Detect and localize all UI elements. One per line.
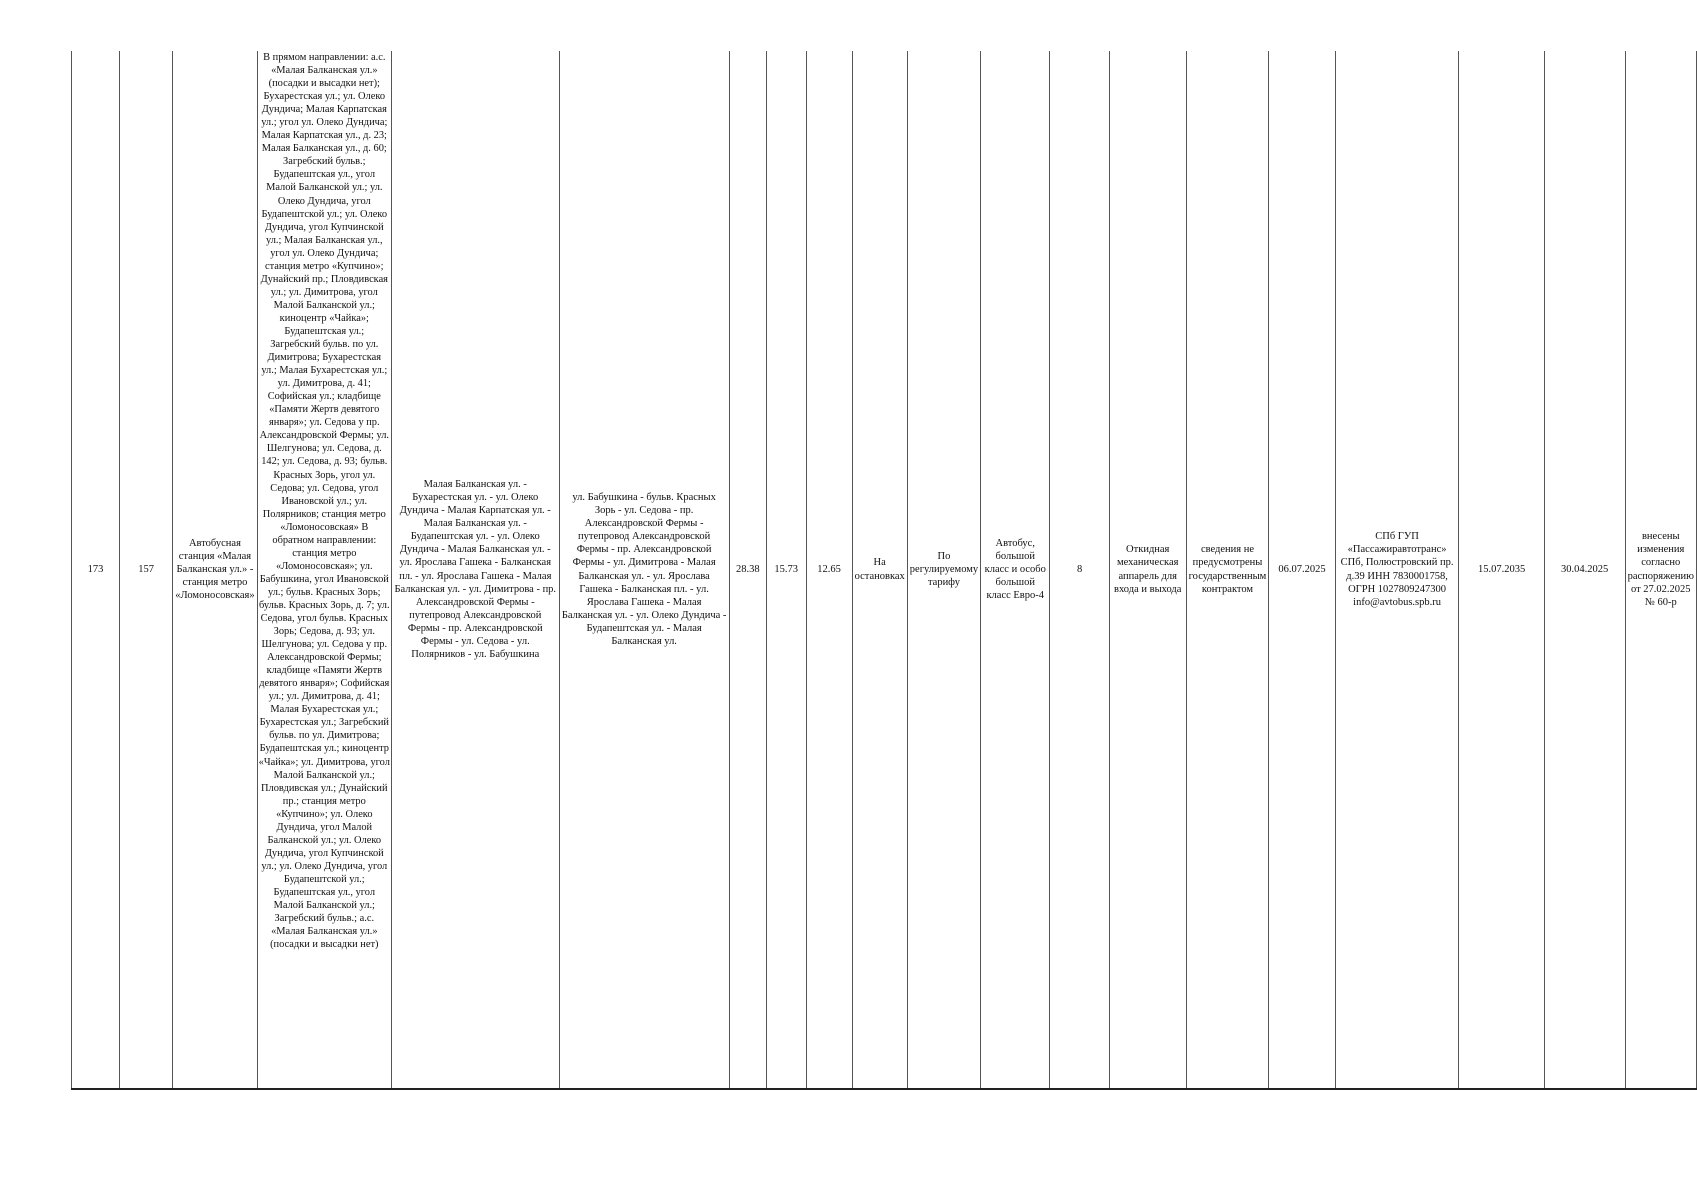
length-backward: 15.73 [774, 563, 798, 575]
carrier-cell [1335, 51, 1459, 1089]
note-cell [1625, 51, 1696, 1089]
equipment-cell [1109, 51, 1186, 1089]
equipment: Откидная механическая аппарель для входа и выхода [1114, 544, 1182, 595]
stops-list: В прямом направлении: а.с. «Малая Балканская ул.» (посадки и высадки нет); Бухарестская ул.; ул. Олеко Дундича; Малая Карпатская ул.; угол ул. Олеко Дундича; Малая Карпатская ул., д. 23; Малая Балканская ул., д. 60; Загребский бульв.; Будапештская ул., угол Малой Балканской ул.; ул. Олеко Дундича, угол Будапештской ул.; ул. Олеко Дундича, угол Купчинской ул.; Малая Балканская ул., угол ул. Олеко Дундича; станция метро «Купчино»; Дунайский пр.; Пловдивская ул.; ул. Димитрова, угол Малой Балканской ул.; киноцентр «Чайка»; Будапештская ул.; Загребский бульв. по ул. Димитрова; Бухарестская ул.; Малая Бухарестская ул.; ул. Димитрова, д. 41; Софийская ул.; кладбище «Памяти Жертв девятого января»; ул. Седова у пр. Александровской Фермы; ул. Шелгунова; ул. Седова, д. 142; ул. Седова, д. 93; бульв. Красных Зорь, угол ул. Седова; ул. Седова, угол Ивановской ул.; ул. Полярников; станция метро «Ломоносовская» В обратном направлении: станция метро «Ломоносовская»; ул. Бабушкина, угол Ивановской ул.; бульв. Красных Зорь; бульв. Красных Зорь, д. 7; ул. Седова, угол бульв. Красных Зорь; Седова, д. 93; ул. Шелгунова; ул. Седова у пр. Александровской Фермы; кладбище «Памяти Жертв девятого января»; Софийская ул.; ул. Димитрова, д. 41; Малая Бухарестская ул.; Бухарестская ул.; Загребский бульв. по ул. Димитрова; Будапештская ул.; киноцентр «Чайка»; ул. Димитрова, угол Малой Балканской ул.; Пловдивская ул.; Дунайский пр.; станция метро «Купчино»; ул. Олеко Дундича, угол Малой Балканской ул.; ул. Олеко Дундича, угол Купчинской ул.; ул. Олеко Дундича, угол Будапештской ул.; Будапештская ул., угол Малой Балканской ул.; Загребский бульв.; а.с. «Малая Балканская ул.» (посадки и высадки нет) [258, 52, 390, 951]
start-date-cell [1269, 51, 1335, 1089]
vehicle: Автобус, большой класс и особо большой класс Евро-4 [984, 537, 1046, 602]
vehicle-cell [981, 51, 1050, 1089]
streets-backward-cell [559, 51, 729, 1089]
stop-order: На остановках [854, 557, 905, 582]
route-name: Автобусная станция «Малая Балканская ул.» - станция метро «Ломоносовская» [175, 537, 255, 602]
table-row [72, 51, 1697, 1089]
route-name-cell [173, 51, 257, 1089]
length-third-cell [806, 51, 852, 1089]
vehicle-count: 8 [1076, 563, 1083, 575]
note: внесены изменения согласно распоряжению от 27.02.2025 № 60-р [1627, 531, 1694, 608]
length-backward-cell [766, 51, 806, 1089]
registry-sheet [71, 51, 1697, 1090]
row-index: 173 [87, 563, 104, 575]
route-registry-table [71, 51, 1697, 1090]
streets-backward: ул. Бабушкина - бульв. Красных Зорь - ул. Седова - пр. Александровской Фермы - путепровод Александровской Фермы - пр. Александровской Фермы - ул. Димитрова - Малая Балканская ул. - ул. Ярослава Гашека - Балканская пл. - ул. Ярослава Гашека - Малая Балканская ул. - ул. Олеко Дундича - Будапештская ул. - Малая Балканская ул. [561, 491, 727, 647]
stop-order-cell [852, 51, 907, 1089]
change-date-cell [1544, 51, 1625, 1089]
start-date: 06.07.2025 [1278, 563, 1326, 575]
route-number-cell [119, 51, 172, 1089]
change-date: 30.04.2025 [1561, 563, 1609, 575]
length-forward: 28.38 [735, 563, 760, 575]
carrier: СПб ГУП «Пассажиравтотранс» СПб, Полюстровский пр. д.39 ИНН 7830001758, ОГРН 1027809247300 info@avtobus.spb.ru [1340, 531, 1454, 608]
streets-forward: Малая Балканская ул. - Бухарестская ул. - ул. Олеко Дундича - Малая Карпатская ул. - Малая Балканская ул. - Будапештская ул. - ул. Олеко Дундича - Малая Балканская ул. - ул. Ярослава Гашека - Балканская пл. - ул. Ярослава Гашека - Малая Балканская ул. - ул. Димитрова - пр. Александровской Фермы - путепровод Александровской Фермы - пр. Александровской Фермы - ул. Седова - ул. Полярников - ул. Бабушкина [394, 478, 557, 661]
length-third: 12.65 [817, 563, 841, 575]
stops-cell [257, 51, 391, 1089]
streets-forward-cell [391, 51, 559, 1089]
route-number: 157 [138, 563, 154, 575]
contract-info-cell [1186, 51, 1269, 1089]
tariff-cell [907, 51, 980, 1089]
row-index-cell [72, 51, 120, 1089]
length-forward-cell [729, 51, 766, 1089]
end-date: 15.07.2035 [1477, 563, 1526, 575]
contract-info: сведения не предусмотрены государственным контрактом [1188, 544, 1267, 595]
vehicle-count-cell [1050, 51, 1109, 1089]
tariff: По регулируемому тарифу [909, 550, 979, 589]
end-date-cell [1459, 51, 1544, 1089]
